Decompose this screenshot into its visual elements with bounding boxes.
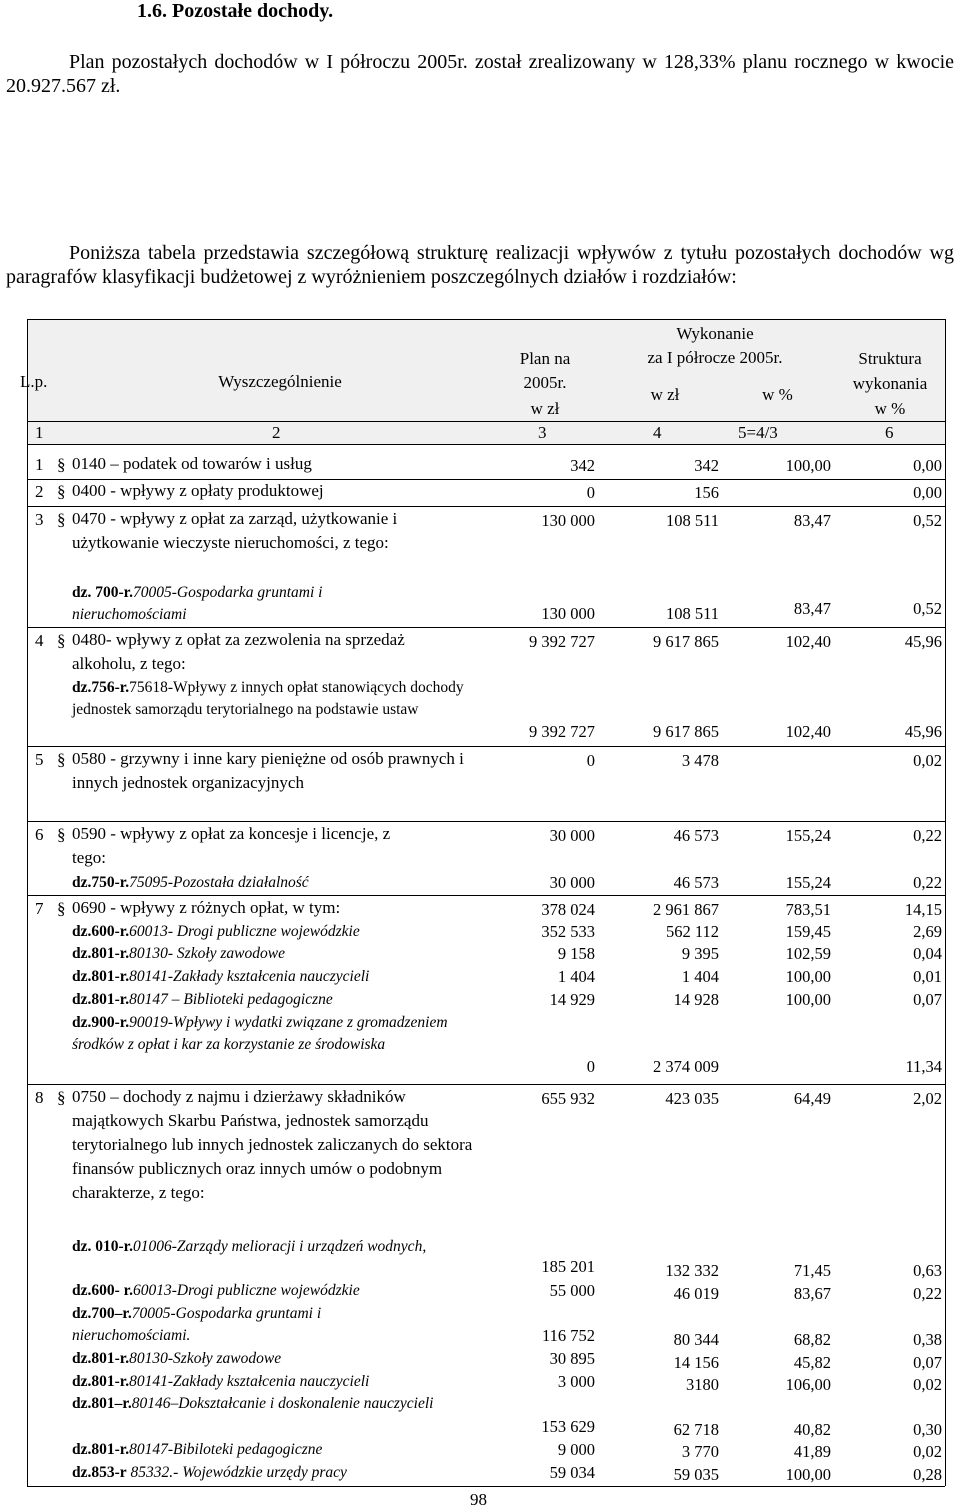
header-execution-pct: w % xyxy=(762,385,793,404)
section-heading: 1.6. Pozostałe dochody. xyxy=(137,0,334,22)
colnum-1: 1 xyxy=(35,423,44,442)
header-plan-1: Plan na xyxy=(519,349,571,368)
header-execution-zl: w zł xyxy=(650,385,680,404)
colnum-5: 5=4/3 xyxy=(738,423,778,442)
page-number: 98 xyxy=(470,1490,487,1509)
header-description: Wyszczególnienie xyxy=(218,372,342,391)
header-structure-2: wykonania xyxy=(852,374,928,393)
header-plan-2: 2005r. xyxy=(523,373,567,392)
table-intro-paragraph: Poniższa tabela przedstawia szczegółową strukturę realizacji wpływów z tytułu pozostałych dochodów wg paragrafów klasyfikacji budżetowej z wyróżnieniem poszczególnych działów i rozdziałów: xyxy=(6,242,954,288)
header-structure-3: w % xyxy=(874,399,906,418)
header-execution-1: Wykonanie xyxy=(676,324,754,343)
intro-paragraph: Plan pozostałych dochodów w I półroczu 2005r. został zrealizowany w 128,33% planu rocznego w kwocie 20.927.567 zł. xyxy=(6,51,954,97)
colnum-2: 2 xyxy=(272,423,281,442)
colnum-3: 3 xyxy=(538,423,547,442)
header-structure-1: Struktura xyxy=(858,349,922,368)
header-plan-3: w zł xyxy=(530,399,560,418)
colnum-6: 6 xyxy=(885,423,894,442)
header-execution-2: za I półrocze 2005r. xyxy=(647,348,783,367)
colnum-4: 4 xyxy=(653,423,662,442)
header-lp: L.p. xyxy=(20,372,48,391)
